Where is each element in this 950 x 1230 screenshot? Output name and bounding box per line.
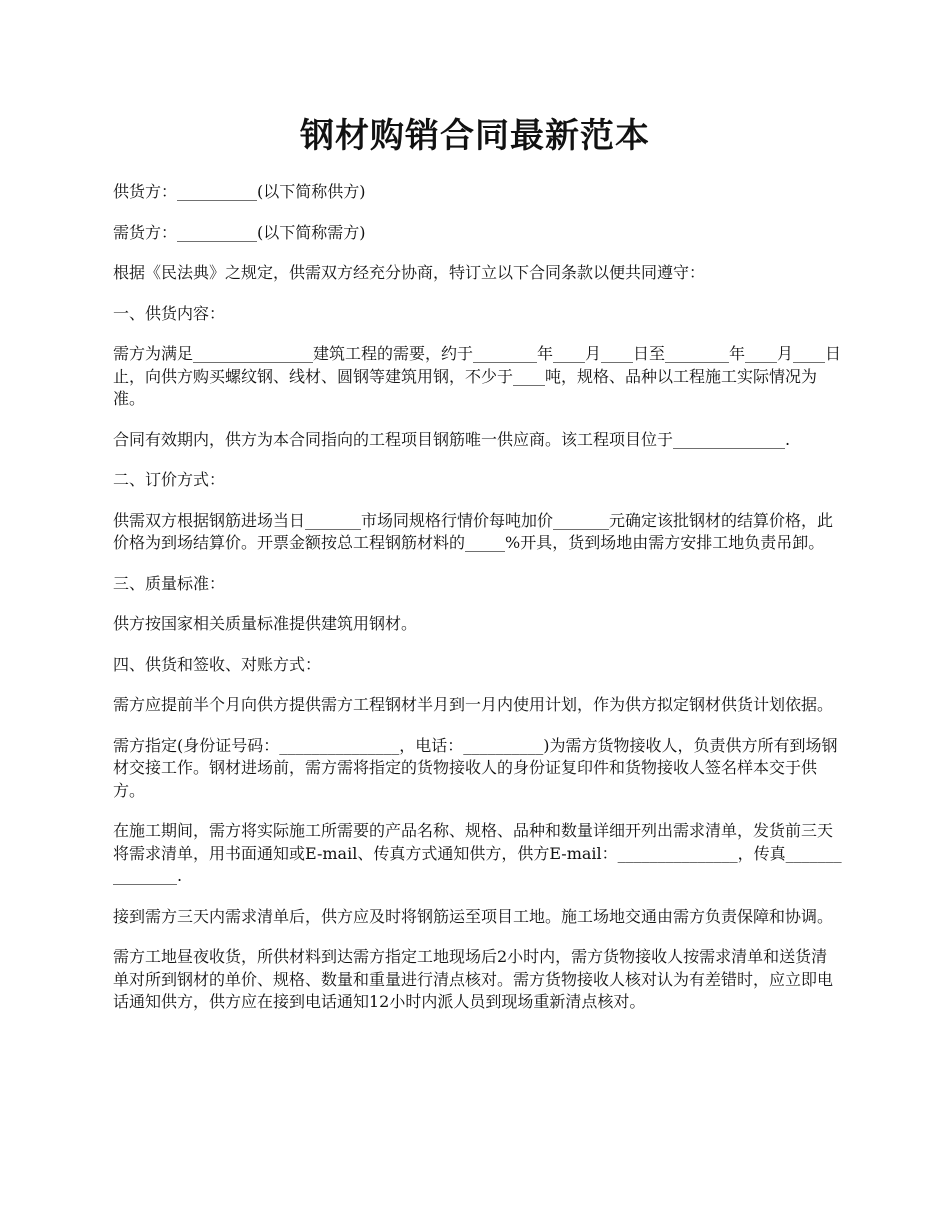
section-heading-delivery: 四、供货和签收、对账方式：	[113, 654, 322, 674]
receiver-clause: 需方指定(身份证号码：_______________，电话：__________)为需方货物接收人，负责供方所有到场钢材交接工作。钢材进场前，需方需将指定的货物接收人的身份证复印件和货物接收人签名样本交于供方。	[113, 735, 838, 800]
document-body	[113, 181, 843, 1032]
quality-clause: 供方按国家相关质量标准提供建筑用钢材。	[113, 614, 418, 633]
section-heading-supply: 一、供货内容：	[113, 303, 226, 323]
section-heading-pricing: 二、订价方式：	[113, 470, 226, 489]
supply-clause: 需方为满足_______________建筑工程的需要，约于________年____月____日至________年____月____日止，向供方购买螺纹钢、线材、圆钢等建筑用钢，不少于____吨，规格、品种以工程施工实际情况为准。	[113, 344, 842, 408]
transport-clause: 接到需方三天内需求清单后，供方应及时将钢筋运至项目工地。施工场地交通由需方负责保障和协调。	[113, 906, 834, 926]
delivery-plan-clause: 需方应提前半个月向供方提供需方工程钢材半月到一月内使用计划，作为供方拟定钢材供货计划依据。	[113, 695, 834, 714]
section-heading-quality: 三、质量标准：	[113, 573, 226, 593]
buyer-line: 需货方：__________(以下简称需方)	[113, 222, 366, 242]
pricing-clause: 供需双方根据钢筋进场当日_______市场同规格行情价每吨加价_______元确定该批钢材的结算价格，此价格为到场结算价。开票金额按总工程钢筋材料的_____%开具，货到场地由需方安排工地负责吊卸。	[113, 510, 834, 552]
demand-list-clause: 在施工期间，需方将实际施工所需要的产品名称、规格、品种和数量详细开列出需求清单，发货前三天将需求清单，用书面通知或E-mail、传真方式通知供方，供方E-mail：_______________，传真_______________.	[113, 821, 842, 885]
supplier-line: 供货方：__________(以下简称供方)	[113, 182, 366, 201]
receiving-check-clause: 需方工地昼夜收货，所供材料到达需方指定工地现场后2小时内，需方货物接收人按需求清单和送货清单对所到钢材的单价、规格、数量和重量进行清点核对。需方货物接收人核对认为有差错时，应立即电话通知供方，供方应在接到电话通知12小时内派人员到现场重新清点核对。	[113, 947, 834, 1011]
validity-clause: 合同有效期内，供方为本合同指向的工程项目钢筋唯一供应商。该工程项目位于______________.	[113, 429, 791, 449]
preamble: 根据《民法典》之规定，供需双方经充分协商，特订立以下合同条款以便共同遵守：	[113, 263, 706, 282]
document-title: 钢材购销合同最新范本	[300, 116, 650, 156]
